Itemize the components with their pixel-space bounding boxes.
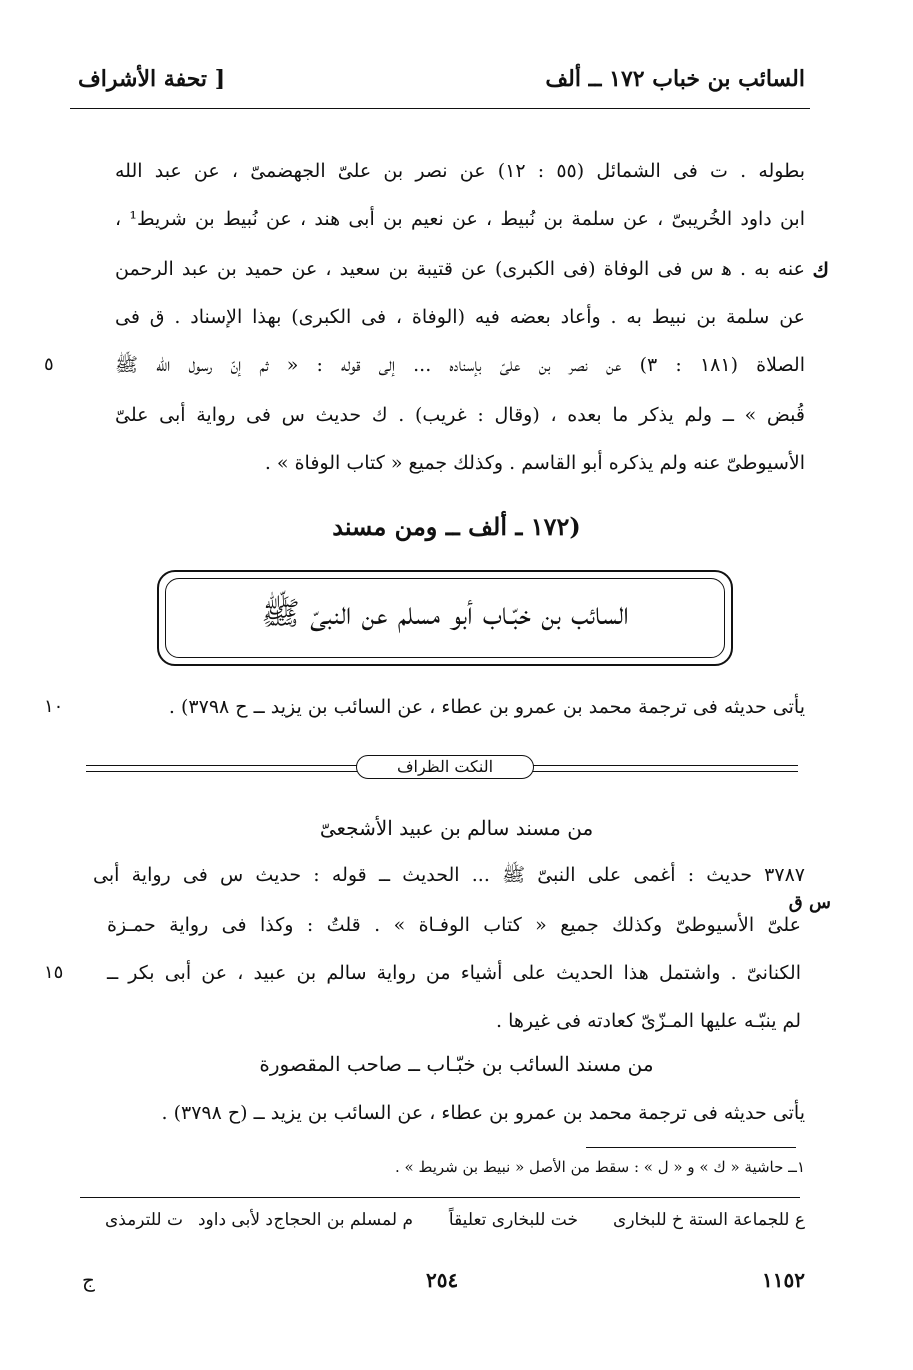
section-heading: (١٧٢ ـ ألف ــ ومن مسند	[332, 512, 581, 541]
margin-line-number: ١٥	[44, 962, 64, 983]
text-line: الصلاة (١٨١ : ٣) عن نصر بن علىّ بإسناده ... إلى قوله : « ثم إنّ رسول الله ﷺ	[115, 354, 805, 376]
abbreviation-item: خت للبخارى تعليقاً	[448, 1210, 578, 1230]
text-line: ٣٧٨٧ حديث : أغمى على النبىّ ﷺ ... الحديث ــ قوله : حديث س فى رواية أبى	[93, 864, 805, 886]
nukat-divider	[86, 755, 798, 783]
text-line: قُبض » ــ ولم يذكر ما بعده ، (وقال : غريب) . ك حديث س فى رواية أبى علىّ	[115, 404, 805, 426]
footnote-rule	[586, 1147, 796, 1148]
header-rule	[70, 108, 810, 109]
abbreviation-item: ت للترمذى	[104, 1210, 183, 1230]
running-header-title: السائب بن خباب ١٧٢ ــ ألف	[545, 66, 805, 92]
text-line: الأسيوطىّ عنه ولم يذكره أبو القاسم . وكذلك جميع « كتاب الوفاة » .	[264, 452, 805, 474]
text-line: علىّ الأسيوطىّ وكذلك جميع « كتاب الوفـاة » . قلتُ : وكذا فى رواية حمـزة	[107, 914, 801, 936]
page-number-right: ١١٥٢	[762, 1268, 805, 1292]
divider-label: النكت الظراف	[356, 755, 534, 779]
title-frame	[157, 570, 733, 666]
volume-marker: ج	[82, 1268, 95, 1292]
margin-siglum-kaf: ك	[812, 258, 829, 282]
text-line: الكنانىّ . واشتمل هذا الحديث على أشياء من رواية سالم بن عبيد ، عن أبى بكر ــ	[107, 962, 801, 984]
abbreviation-item: د لأبى داود	[197, 1210, 273, 1230]
subheading-saib: من مسند السائب بن خبّـاب ــ صاحب المقصورة	[259, 1052, 654, 1076]
text-line: عنه به . ﻫ س فى الوفاة (فى الكبرى) عن قتيبة بن سعيد ، عن حميد بن عبد الرحمن	[115, 258, 805, 280]
margin-siglum-sq: س ق	[788, 892, 831, 913]
intro-line: يأتى حديثه فى ترجمة محمد بن عمرو بن عطاء ، عن السائب بن يزيد ــ ح ٣٧٩٨) .	[168, 696, 805, 718]
running-header-book: [ تحفة الأشراف	[78, 66, 226, 92]
margin-line-number: ٥	[44, 354, 54, 375]
abbreviation-item: م لمسلم بن الحجاج	[273, 1210, 413, 1230]
abbreviations-rule	[80, 1197, 800, 1198]
text-line: بطوله . ت فى الشمائل (٥٥ : ١٢) عن نصر بن علىّ الجهضمىّ ، عن عبد الله	[115, 160, 805, 182]
text-line: لم ينبّـه عليها المـزّىّ كعادته فى غيرها .	[496, 1010, 801, 1032]
divider-line-left	[86, 765, 358, 772]
divider-line-right	[530, 765, 798, 772]
footnote: ١ــ حاشية « ك » و « ل » : سقط من الأصل « نبيط بن شريط » .	[394, 1158, 805, 1176]
text-line: عن سلمة بن نبيط به . وأعاد بعضه فيه (الوفاة ، فى الكبرى) بهذا الإسناد . ق فى	[115, 306, 805, 328]
text-line: ابن داود الخُريبىّ ، عن سلمة بن نُبيط ، عن نعيم بن أبى هند ، عن نُبيط بن شريط¹ ،	[115, 208, 806, 230]
abbreviation-item: ع للجماعة الستة	[688, 1210, 805, 1230]
abbreviation-item: خ للبخارى	[613, 1210, 683, 1230]
subheading-salim: من مسند سالم بن عبيد الأشجعىّ	[319, 816, 594, 840]
margin-line-number: ١٠	[44, 696, 64, 717]
final-line: يأتى حديثه فى ترجمة محمد بن عمرو بن عطاء ، عن السائب بن يزيد ــ (ح ٣٧٩٨) .	[161, 1102, 805, 1124]
frame-title: السائب بن خبّـاب أبو مسلم عن النبىّ ﷺ	[261, 594, 629, 632]
page-number-center: ٢٥٤	[426, 1268, 459, 1292]
